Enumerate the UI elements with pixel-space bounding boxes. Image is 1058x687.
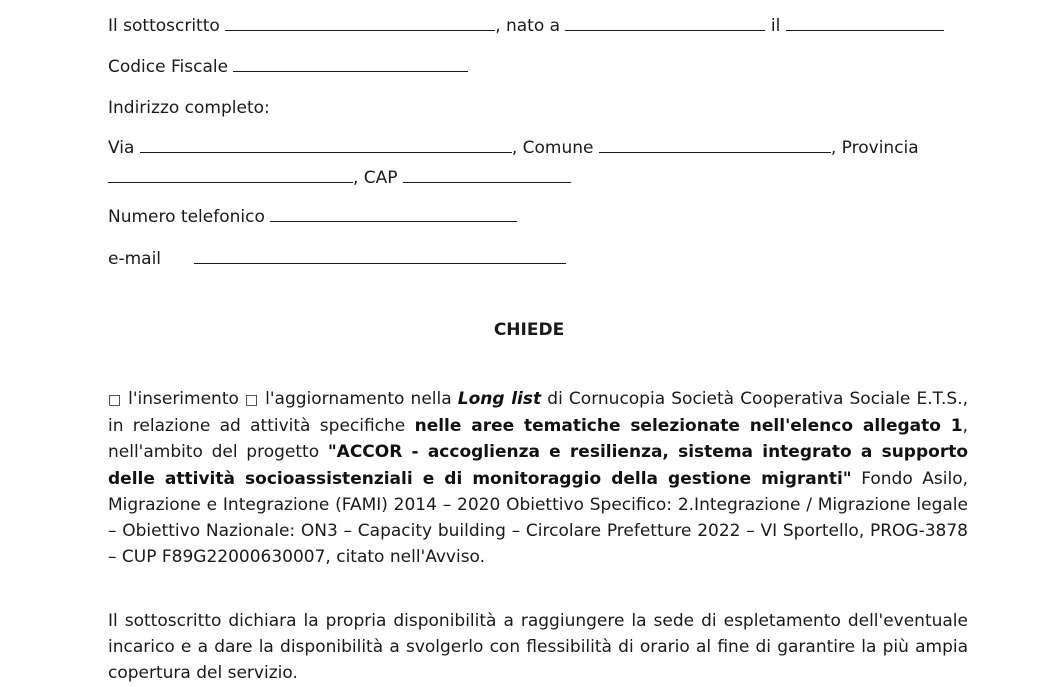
province-zip-row [108, 168, 571, 188]
update-option-label: l'aggiornamento nella [265, 389, 452, 409]
birthdate-label: il [770, 16, 781, 36]
birthplace-field[interactable] [565, 16, 765, 31]
undersigned-row [108, 16, 944, 36]
availability-text: Il sottoscritto dichiara la propria disponibilità a raggiungere la sede di espletamento dell'eventuale incarico e a dare la disponibilità a svolgerlo con flessibilità di orario al fine di garantire la più ampia copertura del servizio. [108, 611, 968, 684]
undersigned-name-field[interactable] [225, 16, 495, 31]
zip-label: , CAP [353, 168, 398, 188]
phone-field[interactable] [270, 207, 517, 222]
zip-field[interactable] [403, 168, 571, 183]
birthdate-field[interactable] [786, 16, 944, 31]
address-heading: Indirizzo completo: [108, 98, 270, 118]
organization-text: di Cornucopia Società Cooperativa Sociale E.T.S., [547, 389, 969, 409]
request-heading: CHIEDE [493, 320, 565, 340]
street-field[interactable] [140, 138, 512, 153]
municipality-field[interactable] [599, 138, 831, 153]
insert-option-label: l'inserimento [128, 389, 239, 409]
project-intro-text: , nell'ambito del progetto [108, 416, 969, 463]
relation-text: in relazione ad attività specifiche [108, 416, 406, 437]
phone-row [108, 207, 517, 227]
email-label: e-mail [108, 249, 162, 269]
request-paragraph [108, 386, 968, 570]
municipality-label: , Comune [511, 138, 594, 158]
email-field[interactable] [194, 249, 566, 264]
born-label: , nato a [495, 16, 561, 36]
areas-text: nelle aree tematiche selezionate nell'elenco allegato 1 [414, 416, 963, 437]
province-label: , Provincia [830, 138, 919, 158]
province-field[interactable] [108, 168, 353, 183]
tax-code-row [108, 57, 468, 77]
street-label: Via [108, 138, 135, 158]
fund-text: Fondo Asilo, Migrazione e Integrazione (FAMI) 2014 – 2020 Obiettivo Specifico: 2.Integrazione / Migrazione legale – Obiettivo Nazionale: ON3 – Capacity building – Circolare Prefetture 2022 – VI Sportello, PROG-3878 – CUP F89G22000630007, citato nell'Avviso. [108, 468, 969, 568]
long-list-term: Long list [457, 389, 542, 409]
tax-code-field[interactable] [233, 57, 468, 72]
update-checkbox[interactable]: □ [245, 392, 260, 408]
email-row [108, 249, 566, 269]
tax-code-label: Codice Fiscale [108, 57, 229, 77]
project-title: "ACCOR - accoglienza e resilienza, sistema integrato a supporto delle attività socioassistenziali e di monitoraggio della gestione migranti" [108, 442, 969, 489]
insert-checkbox[interactable]: □ [108, 392, 122, 408]
street-row [108, 138, 919, 158]
phone-label: Numero telefonico [108, 207, 265, 227]
undersigned-label: Il sottoscritto [108, 16, 220, 36]
